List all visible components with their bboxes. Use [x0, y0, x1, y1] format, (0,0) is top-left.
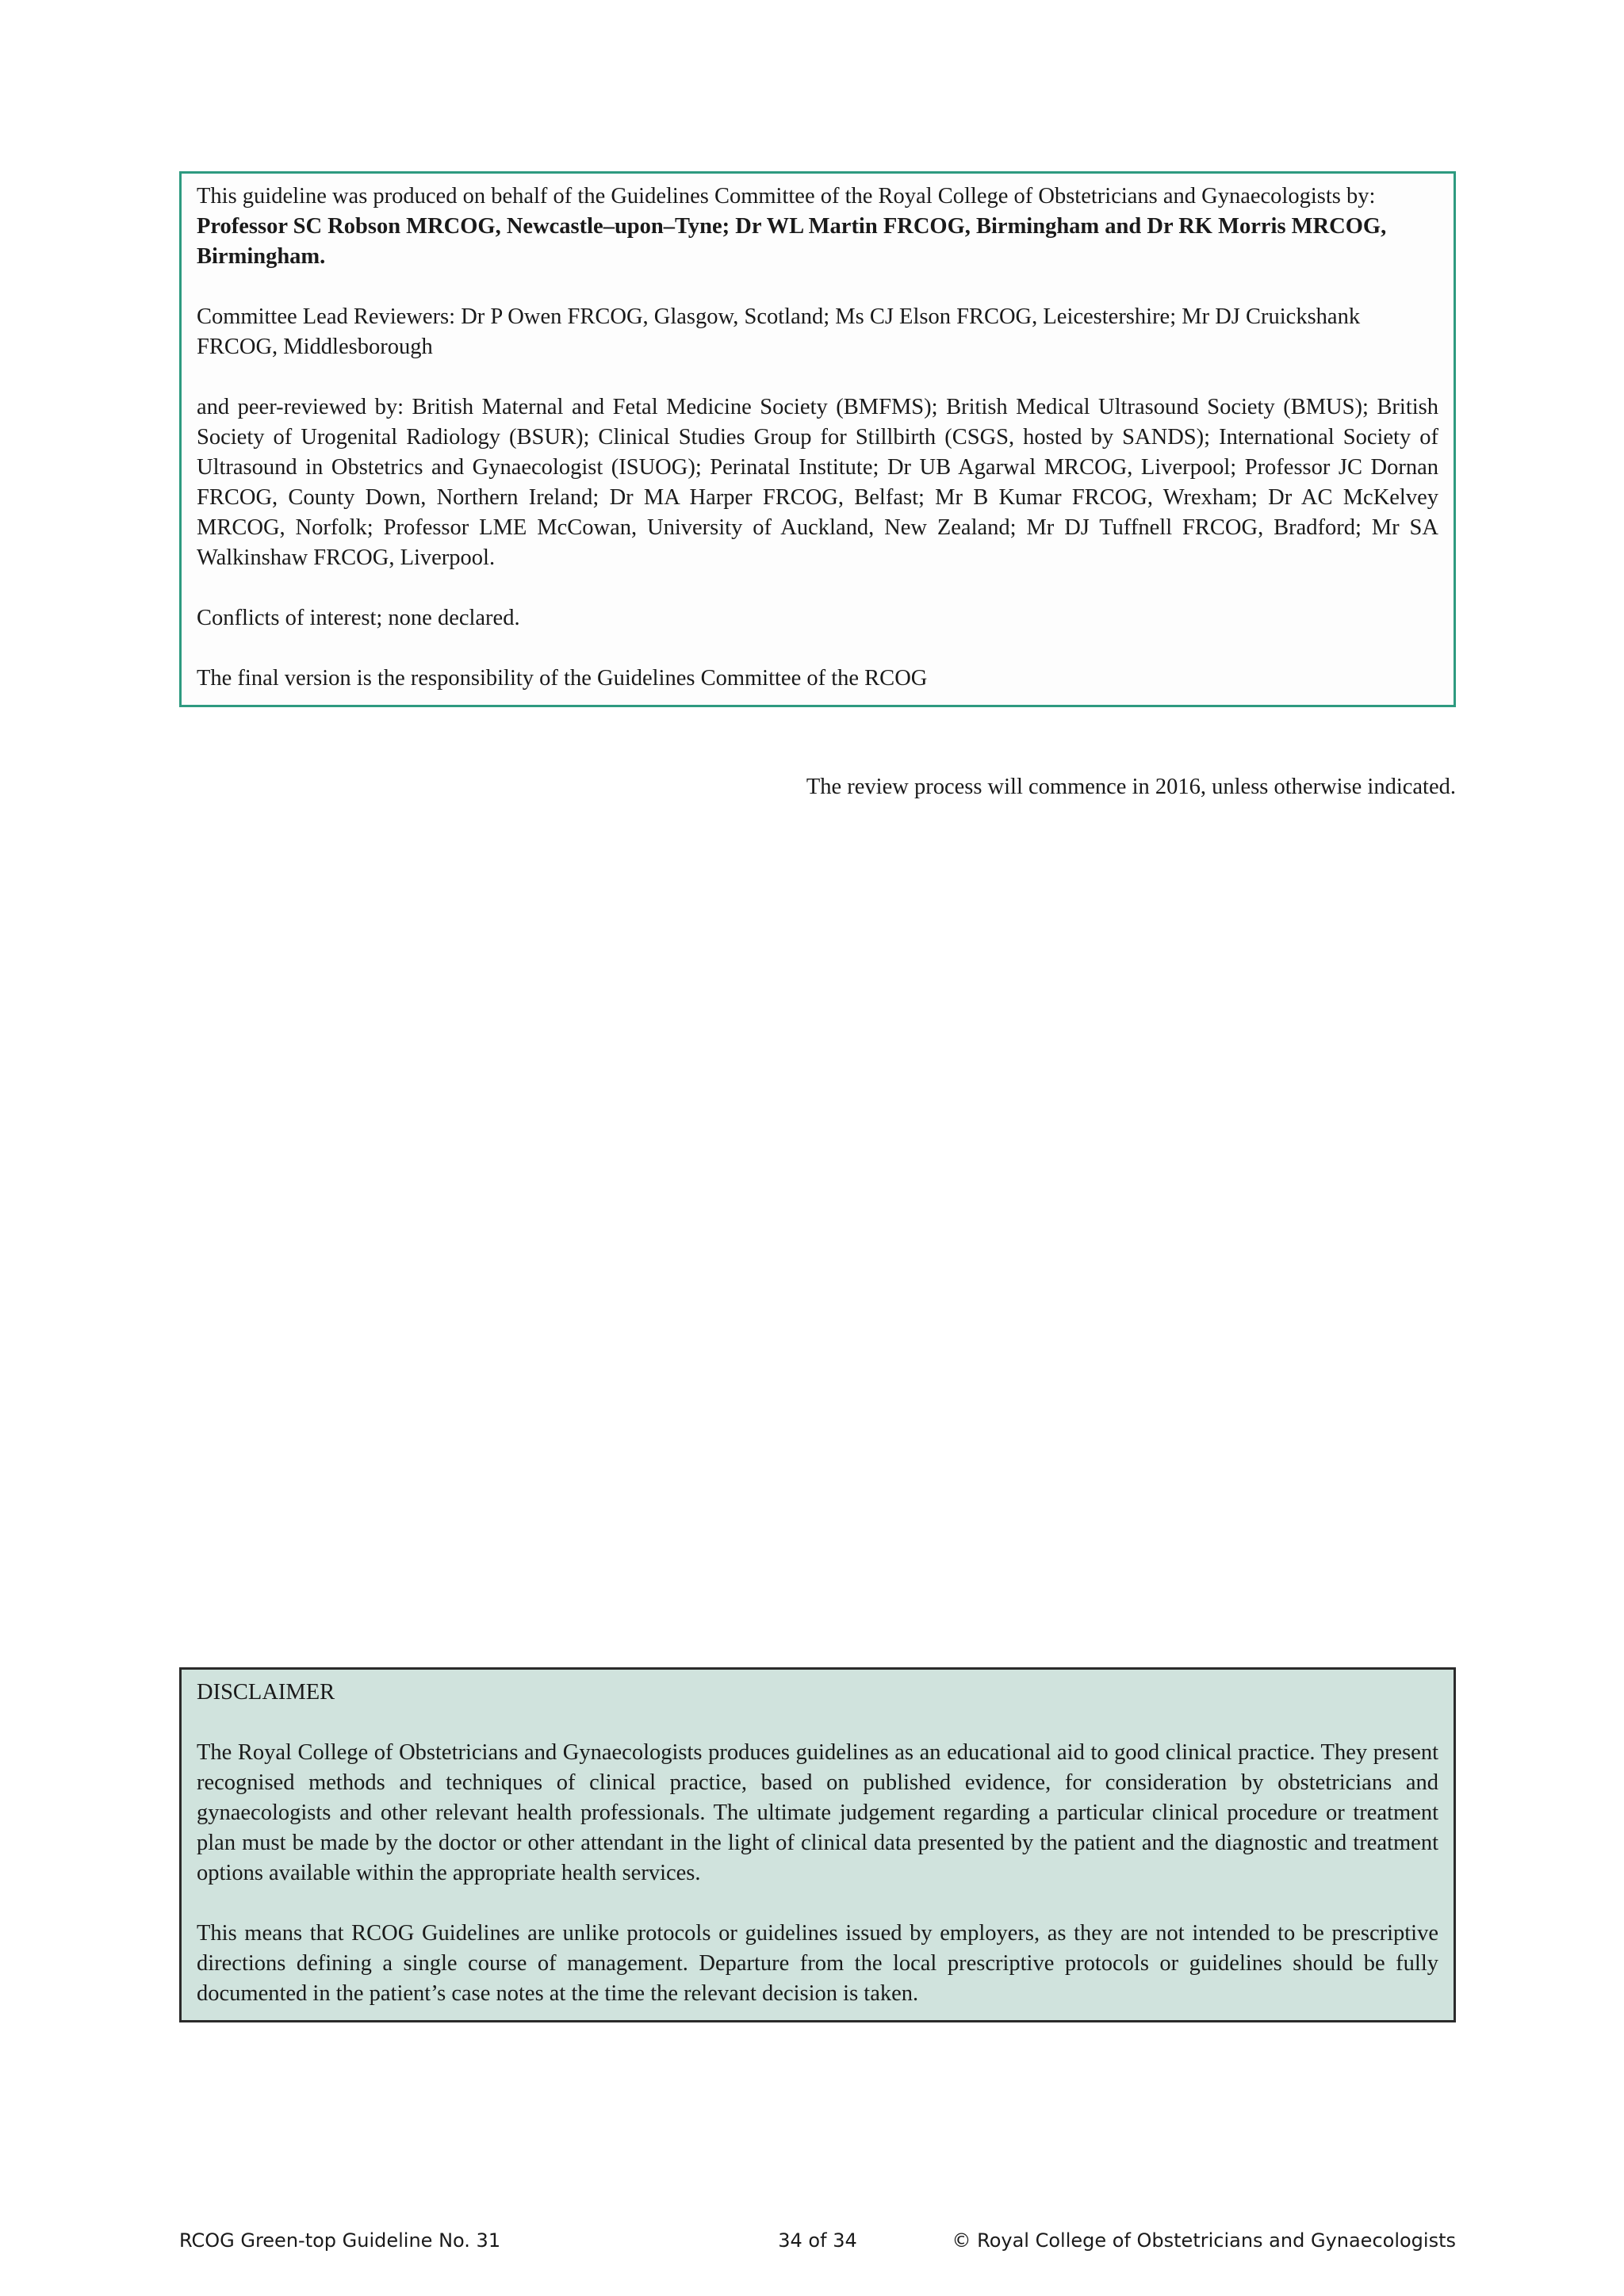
review-note: The review process will commence in 2016, unless otherwise indicated. [806, 775, 1456, 799]
footer-copyright: © Royal College of Obstetricians and Gynaecologists [952, 2229, 1456, 2252]
credits-intro: This guideline was produced on behalf of the Guidelines Committee of the Royal College of Obstetricians and Gynaecologists by: [197, 184, 1376, 209]
disclaimer-box [179, 1667, 1456, 2022]
credits-authors: Professor SC Robson MRCOG, Newcastle–upon–Tyne; Dr WL Martin FRCOG, Birmingham and Dr RK Morris MRCOG, Birmingham. [197, 214, 1387, 269]
credits-final-version: The final version is the responsibility of the Guidelines Committee of the RCOG [197, 666, 928, 691]
credits-authorship [197, 182, 1438, 272]
credits-box [179, 171, 1456, 707]
credits-peer-reviewers: and peer-reviewed by: British Maternal and Fetal Medicine Society (BMFMS); British Medical Ultrasound Society (BMUS); British Society of Urogenital Radiology (BSUR); Clinical Studies Group for Stillbirth (CSGS, hosted by SANDS); International Society of Ultrasound in Obstetrics and Gynaecologist (ISUOG); Perinatal Institute; Dr UB Agarwal MRCOG, Liverpool; Professor JC Dornan FRCOG, County Down, Northern Ireland; Dr MA Harper FRCOG, Belfast; Mr B Kumar FRCOG, Wrexham; Dr AC McKelvey MRCOG, Norfolk; Professor LME McCowan, University of Auckland, New Zealand; Mr DJ Tuffnell FRCOG, Bradford; Mr SA Walkinshaw FRCOG, Liverpool. [197, 395, 1438, 570]
footer-guideline-name: RCOG Green-top Guideline No. 31 [179, 2229, 501, 2252]
disclaimer-paragraph-2: This means that RCOG Guidelines are unlike protocols or guidelines issued by employers, as they are not intended to be prescriptive directions defining a single course of management. Departure from the local prescriptive protocols or guidelines should be fully documented in the patient’s case notes at the time the relevant decision is taken. [197, 1921, 1438, 2006]
disclaimer-heading: DISCLAIMER [197, 1680, 335, 1705]
credits-conflicts: Conflicts of interest; none declared. [197, 606, 520, 630]
credits-lead-reviewers: Committee Lead Reviewers: Dr P Owen FRCOG, Glasgow, Scotland; Ms CJ Elson FRCOG, Leicestershire; Mr DJ Cruickshank FRCOG, Middlesborough [197, 304, 1361, 359]
disclaimer-paragraph-1: The Royal College of Obstetricians and Gynaecologists produces guidelines as an educational aid to good clinical practice. They present recognised methods and techniques of clinical practice, based on published evidence, for consideration by obstetricians and gynaecologists and other relevant health professionals. The ultimate judgement regarding a particular clinical procedure or treatment plan must be made by the doctor or other attendant in the light of clinical data presented by the patient and the diagnostic and treatment options available within the appropriate health services. [197, 1740, 1438, 1885]
page-footer [179, 2225, 1456, 2256]
footer-page-number: 34 of 34 [778, 2229, 857, 2252]
